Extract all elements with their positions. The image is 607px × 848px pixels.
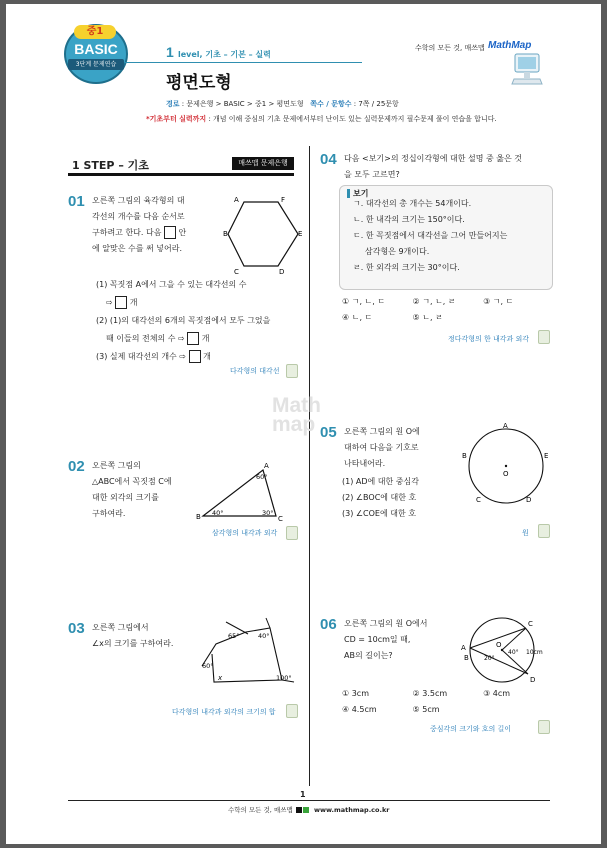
svg-text:x: x: [218, 674, 223, 682]
bogi-title: 보기: [347, 188, 368, 199]
circle-figure: [460, 422, 552, 510]
pencil-icon: [538, 524, 550, 538]
page-title: 평면도형: [166, 73, 232, 93]
pencil-icon: [538, 330, 550, 344]
svg-text:C: C: [528, 620, 533, 628]
step-title: 1 STEP – 기초: [72, 159, 149, 172]
svg-text:B: B: [462, 452, 467, 460]
svg-text:30°: 30°: [262, 509, 274, 517]
answer-box[interactable]: [115, 296, 127, 309]
computer-icon: [512, 52, 544, 86]
path-label: 경로: [166, 100, 180, 108]
svg-text:C: C: [278, 515, 283, 523]
answer-choices: [342, 294, 552, 326]
count-label: 쪽수 / 문항수: [310, 100, 352, 108]
svg-text:40°: 40°: [212, 509, 224, 517]
svg-text:10cm: 10cm: [526, 649, 543, 656]
brand-logo: MathMap: [488, 40, 532, 51]
step-heading: [68, 157, 294, 176]
concept-tag: 삼각형의 내각과 외각: [212, 529, 278, 537]
svg-text:D: D: [530, 676, 536, 684]
svg-text:C: C: [234, 268, 239, 276]
svg-text:40°: 40°: [508, 649, 519, 656]
svg-text:E: E: [544, 452, 549, 460]
answer-box[interactable]: [189, 350, 201, 363]
note-line: [146, 114, 497, 124]
question-number: 04: [320, 151, 337, 168]
choice-2[interactable]: ② 3.5cm: [412, 689, 448, 698]
level-text: level, 기초 – 기본 – 실력: [178, 50, 271, 59]
answer-box[interactable]: [187, 332, 199, 345]
circle-chord-figure: [458, 614, 552, 688]
svg-text:F: F: [281, 196, 286, 204]
question-number: 06: [320, 616, 337, 633]
level-number: 1: [166, 44, 174, 60]
choice-1[interactable]: ① 3cm: [342, 689, 369, 698]
choice-4[interactable]: ④ 4.5cm: [342, 705, 377, 714]
question-items: (1) 꼭짓점 A에서 그을 수 있는 대각선의 수 ⇨ 개 (2) (1)의 대각선의 6개의 꼭짓점에서 모두 그었을 때 이들의 전체의 수 ⇨ 개 (3) 실제 대각선의 개수 ⇨ 개: [96, 280, 271, 361]
svg-text:A: A: [503, 422, 508, 430]
concept-tag: 중심각의 크기와 호의 길이: [430, 725, 512, 733]
page-number: 1: [300, 790, 306, 799]
watermark: Math map: [272, 394, 321, 436]
svg-text:40°: 40°: [258, 632, 270, 640]
footer-url[interactable]: www.mathmap.co.kr: [313, 806, 390, 814]
svg-text:O: O: [503, 470, 509, 478]
worksheet-page: [6, 4, 601, 844]
step-tag: 매쓰맵 문제은행: [232, 157, 294, 170]
grade-label: 중1: [74, 25, 116, 39]
answer-choices: [342, 686, 552, 718]
svg-text:E: E: [298, 230, 303, 238]
choice-5[interactable]: ⑤ ㄴ, ㄹ: [412, 313, 443, 322]
choice-1[interactable]: ① ㄱ, ㄴ, ㄷ: [342, 297, 386, 306]
pencil-icon: [286, 526, 298, 540]
svg-text:D: D: [279, 268, 285, 276]
concept-tag: 원: [522, 529, 529, 537]
pencil-icon: [286, 704, 298, 718]
concept-tag: 다각형의 대각선: [230, 367, 280, 375]
bogi-items: ㄱ. 대각선의 총 개수는 54개이다. ㄴ. 한 내각의 크기는 150°이다. ㄷ. 한 꼭짓점에서 대각선을 그어 만들어지는 삼각형은 9개이다. ㄹ. 한 외각의 크기는 30°이다.: [353, 199, 508, 272]
svg-text:C: C: [476, 496, 481, 504]
svg-text:60°: 60°: [202, 662, 214, 670]
pencil-icon: [538, 720, 550, 734]
answer-box[interactable]: [164, 226, 176, 239]
question-number: 02: [68, 458, 85, 475]
question-items: (1) AD에 대한 중심각 (2) ∠BOC에 대한 호 (3) ∠COE에 대한 호: [342, 477, 419, 518]
question-stem: 오른쪽 그림의 원 O에 대하여 다음을 기호로 나타내어라.: [344, 427, 420, 468]
question-number: 03: [68, 620, 85, 637]
concept-tag: 정다각형의 한 내각과 외각: [448, 335, 530, 343]
polygon-figure: [198, 618, 298, 690]
choice-4[interactable]: ④ ㄴ, ㄷ: [342, 313, 373, 322]
column-divider: [309, 146, 310, 786]
svg-text:A: A: [461, 644, 466, 652]
svg-text:A: A: [234, 196, 239, 204]
footer-rule: [68, 800, 550, 801]
question-stem: 오른쪽 그림의 육각형의 대 각선의 개수를 다음 순서로 구하려고 한다. 다음 안 에 알맞은 수를 써 넣어라.: [92, 196, 187, 253]
note-value: : 개념 이해 중심의 기초 문제에서부터 난이도 있는 실력문제까지 필수문제 풀이 연습을 합니다.: [208, 115, 497, 123]
count-value: : 7쪽 / 25문항: [353, 100, 399, 108]
triangle-figure: [196, 459, 288, 523]
svg-text:60°: 60°: [256, 473, 268, 481]
question-number: 05: [320, 424, 337, 441]
series-tag: 3단계 문제연습: [68, 59, 124, 70]
question-stem: 오른쪽 그림의 △ABC에서 꼭짓점 C에 대한 외각의 크기를 구하여라.: [92, 461, 172, 518]
series-label: BASIC: [74, 41, 118, 57]
footer-text: 수학의 모든 것, 매쓰맵 www.mathmap.co.kr: [228, 806, 390, 814]
question-stem: 오른쪽 그림에서 ∠x의 크기를 구하여라.: [92, 623, 174, 648]
svg-text:D: D: [526, 496, 532, 504]
svg-text:20°: 20°: [484, 655, 495, 662]
grade-badge: [64, 24, 126, 82]
note-label: *기초부터 실력까지: [146, 115, 207, 123]
meta-line: [166, 99, 399, 109]
svg-text:65°: 65°: [228, 632, 240, 640]
question-number: 01: [68, 193, 85, 210]
svg-text:B: B: [196, 513, 201, 521]
pencil-icon: [286, 364, 298, 378]
svg-text:100°: 100°: [276, 674, 292, 682]
path-value: : 문제은행 > BASIC > 중1 > 평면도형: [181, 100, 304, 108]
choice-5[interactable]: ⑤ 5cm: [412, 705, 440, 714]
choice-3[interactable]: ③ 4cm: [483, 689, 511, 698]
concept-tag: 다각형의 내각과 외각의 크기의 합: [172, 708, 276, 716]
question-stem: 다음 <보기>의 정십이각형에 대한 설명 중 옳은 것 을 모두 고르면?: [344, 154, 523, 179]
choice-3[interactable]: ③ ㄱ, ㄷ: [483, 297, 514, 306]
svg-text:B: B: [223, 230, 228, 238]
svg-text:O: O: [496, 641, 502, 649]
svg-text:B: B: [464, 654, 469, 662]
brand-slogan: 수학의 모든 것, 매쓰맵: [415, 44, 485, 52]
hexagon-figure: [224, 194, 304, 274]
choice-2[interactable]: ② ㄱ, ㄴ, ㄹ: [412, 297, 456, 306]
question-stem: 오른쪽 그림의 원 O에서 CD = 10cm일 때, AB의 길이는?: [344, 619, 428, 660]
svg-text:A: A: [264, 462, 269, 470]
